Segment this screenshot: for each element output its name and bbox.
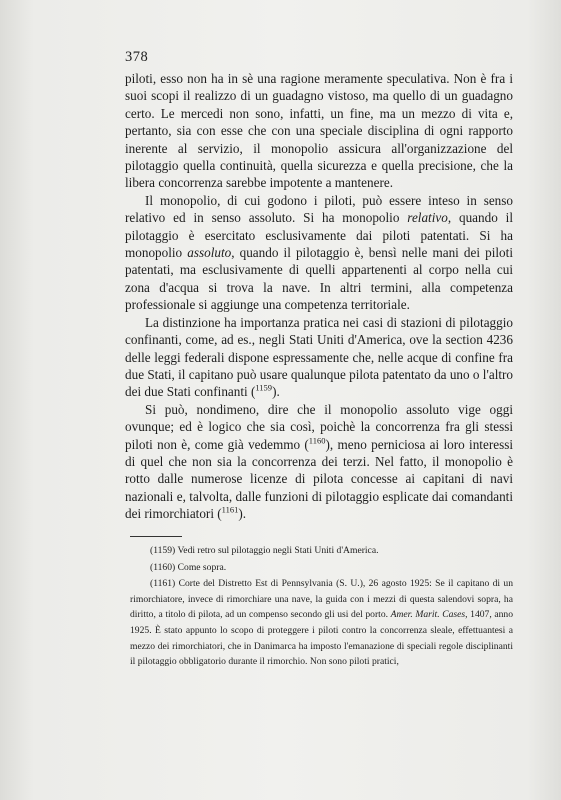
- footnote-1160: (1160) Come sopra.: [150, 561, 227, 573]
- paragraph-1: piloti, esso non ha in sè una ragione meramente speculativa. Non è fra i suoi scopi il realizzo di un guadagno vistoso, ma quello di un guadagno certo. Le mercedi non sono, infatti, un fine, ma un mezzo di vita e, pertanto, sia con esse che con una speciale disciplina di ogni rapporto inerente al servizio, il monopolio assicura all'organizzazione del pilotaggio quella continuità, quella sicurezza e quella precisione, che la libera concorrenza sarebbe impotente a mantenere.: [125, 71, 513, 191]
- footnote-1161: (1161) Corte del Distretto Est di Pennsylvania (S. U.), 26 agosto 1925: Se il capitano di un rimorchiatore, invece di rimorchiare una nave, la guida con i mezzi di questa salendovi sopra, ha diritto, a titolo di pilota, ad un compenso secondo gli usi del porto. Amer. Marit. Cases, 1407, anno 1925. È stato appunto lo scopo di proteggere i piloti contro la concorrenza sleale, effettuantesi a mezzo dei rimorchiatori, che in Danimarca ha imposto l'emanazione di speciali regole disciplinanti il pilotaggio obbligatorio durante il rimorchio. Non sono piloti pratici,: [130, 578, 513, 668]
- footnote-divider: [130, 536, 182, 537]
- source-title: Amer. Marit. Cases: [390, 609, 466, 621]
- paragraph-4: Si può, nondimeno, dire che il monopolio assoluto vige oggi ovunque; ed è logico che sia così, poichè la concorrenza fra gli stessi piloti non è, come già vedemmo ($^{1160}$), meno perniciosa ai loro interessi di quel che non sia la concorrenza dei terzi. Nel fatto, il monopolio è rotto dalle numerose licenze di pilota concesse ai capitani di navi nazionali e, talvolta, dalle funzioni di pilotaggio esplicate dai comandanti dei rimorchiatori ($^{1161}$).: [125, 401, 513, 522]
- page-number: 378: [125, 49, 149, 65]
- footnote-1159: (1159) Vedi retro sul pilotaggio negli Stati Uniti d'America.: [150, 545, 379, 556]
- footnote-ref-1159: 1159: [255, 382, 273, 393]
- paragraph-3: La distinzione ha importanza pratica nei casi di stazioni di pilotaggio confinanti, come, ad es., negli Stati Uniti d'America, ove la section 4236 delle leggi federali dispone espressamente che, nelle acque di confine fra due Stati, il capitano può usare qualunque pilota patentato da uno o l'altro dei due Stati confinanti ($^{1159}$).: [125, 314, 514, 400]
- main-text: [125, 70, 513, 523]
- footnote-ref-1161: 1161: [221, 504, 239, 515]
- footnotes: [130, 543, 513, 671]
- term-assoluto: assoluto: [187, 245, 232, 261]
- term-relativo: relativo: [407, 210, 448, 226]
- footnote-ref-1160: 1160: [308, 435, 326, 446]
- paragraph-2: Il monopolio, di cui godono i piloti, può essere inteso in senso relativo ed in senso assoluto. Si ha monopolio relativo, quando il pilotaggio è esercitato esclusivamente dai piloti patentati. Si ha monopolio assoluto, quando il pilotaggio è, bensì nelle mani dei piloti patentati, ma esclusivamente di quelli appartenenti al corpo nella cui zona d'acqua si trova la nave. In altri termini, alla competenza professionale si aggiunge una competenza territoriale.: [125, 192, 513, 313]
